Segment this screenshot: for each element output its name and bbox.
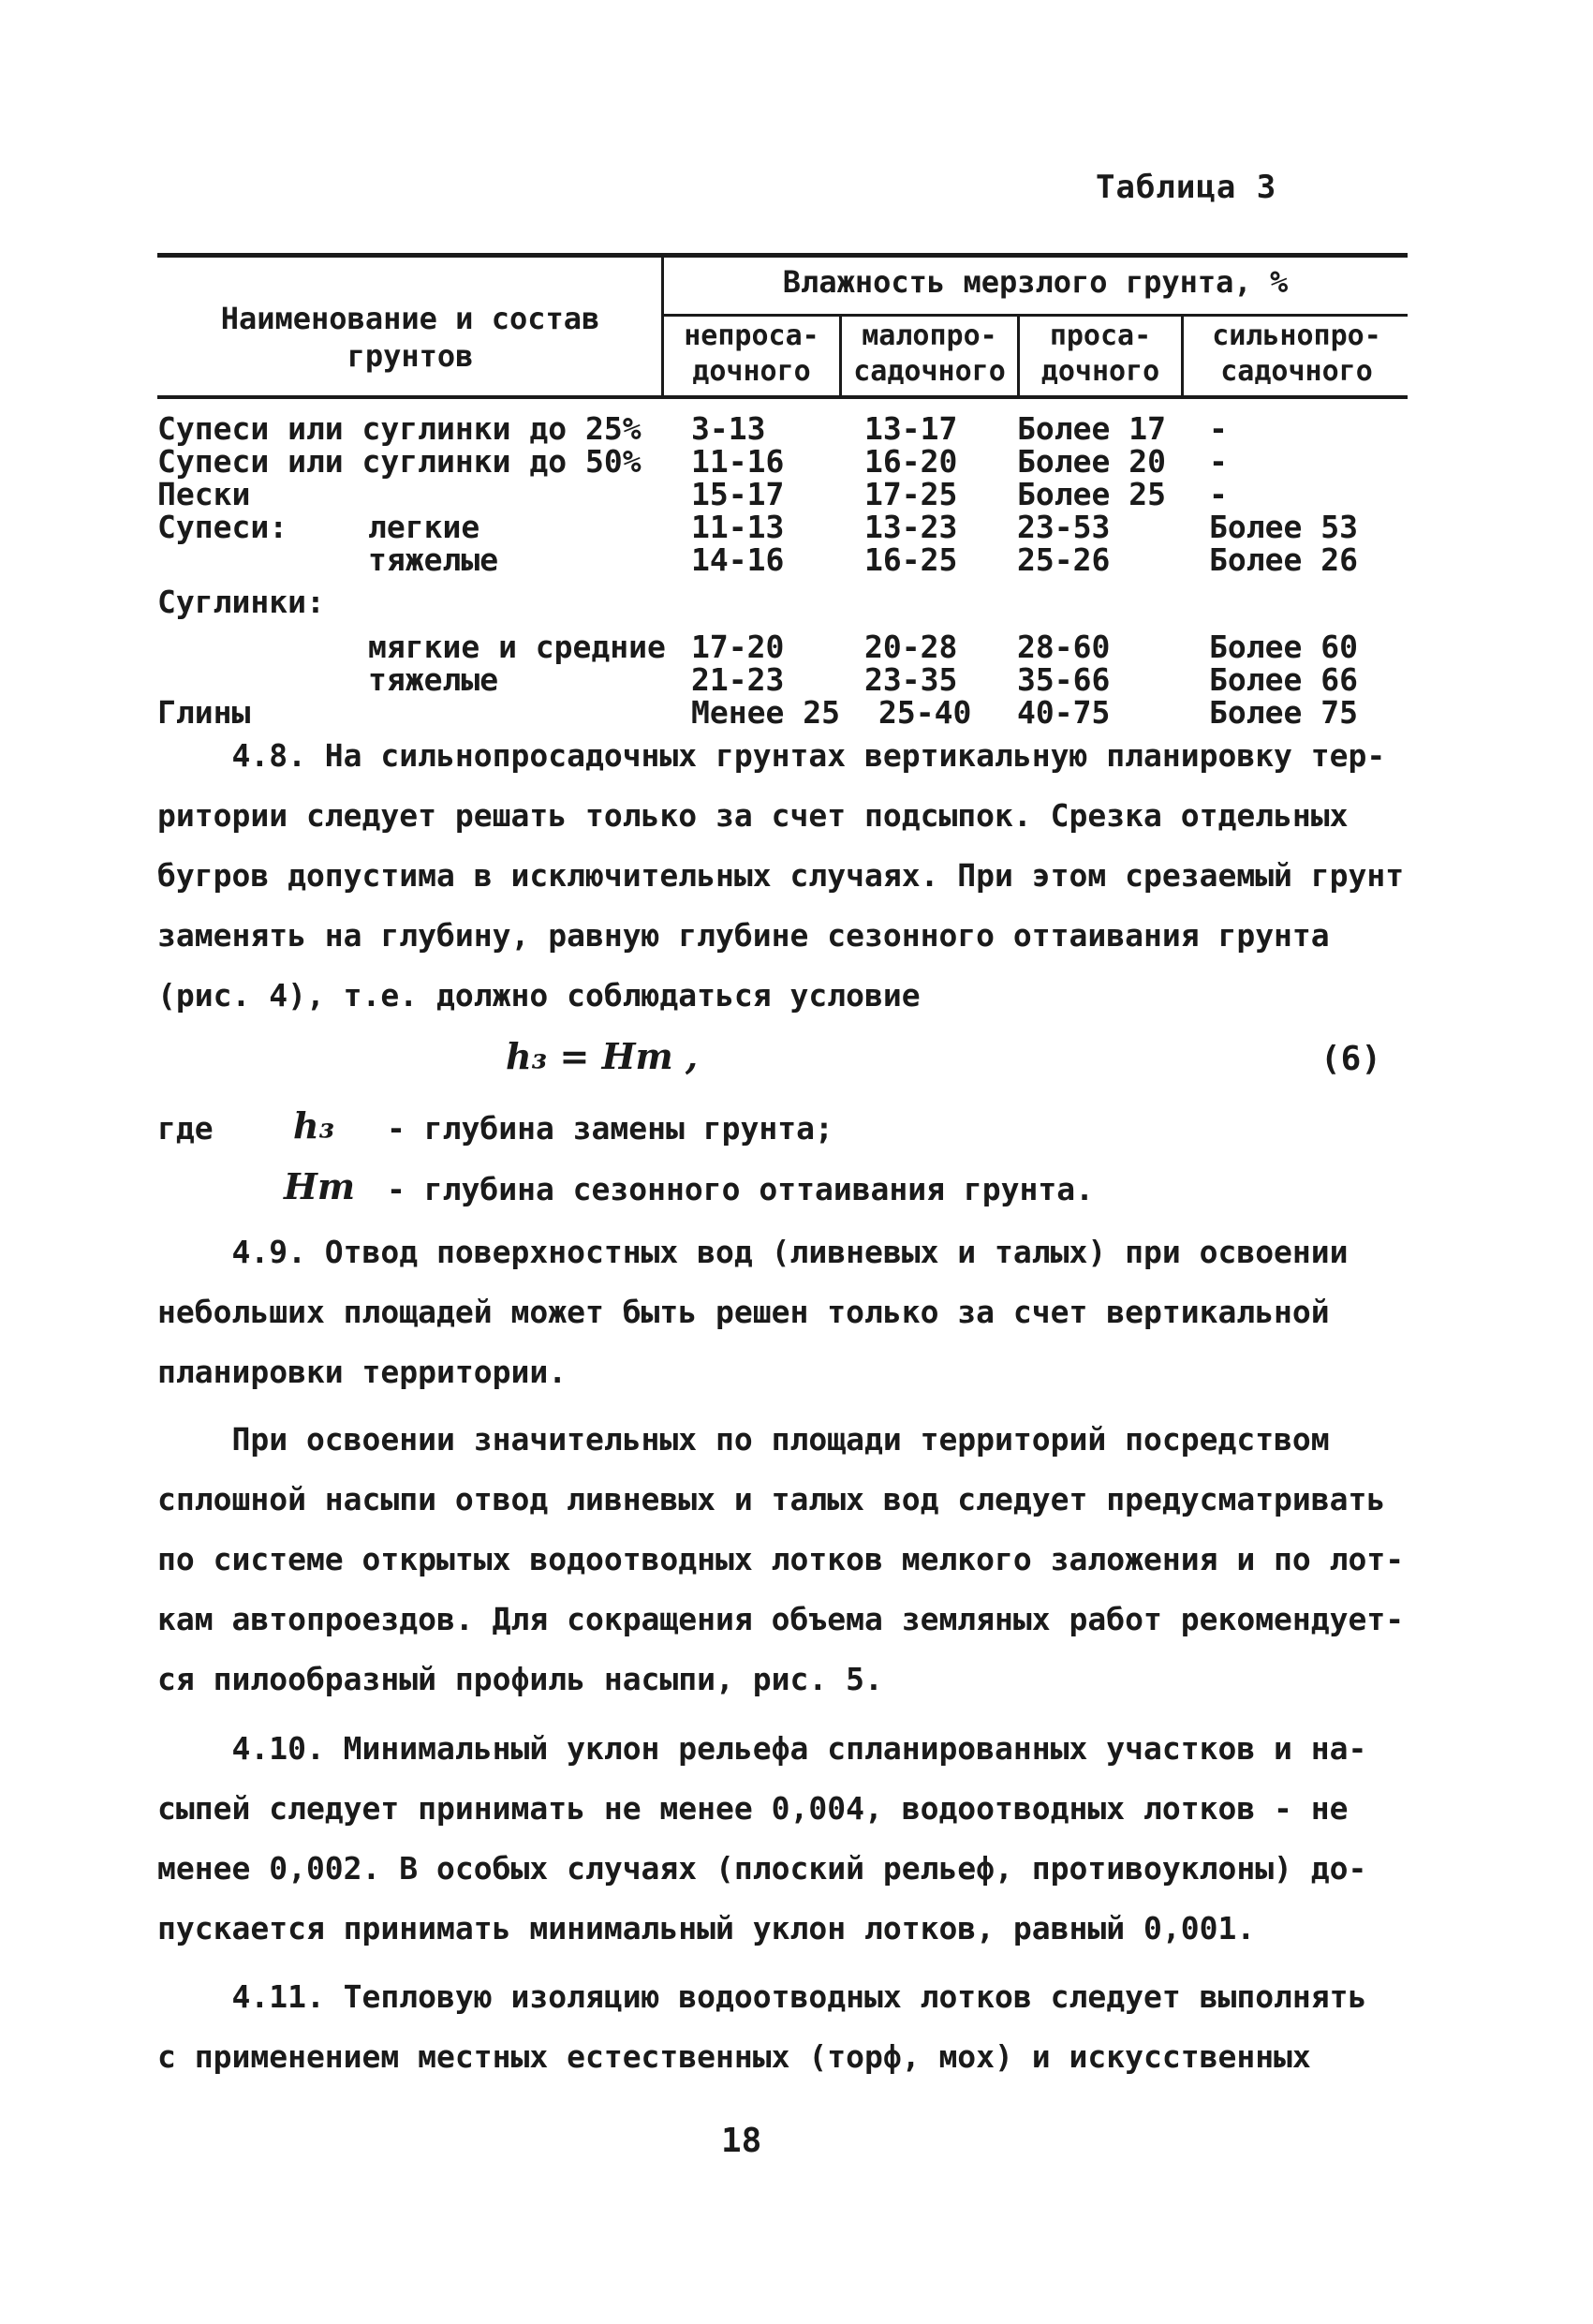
cell-value: Более 26	[1209, 541, 1358, 578]
text-line: кам автопроездов. Для сокращения объема земляных работ рекомендует-	[157, 1601, 1405, 1637]
cell-value: 11-16	[691, 443, 785, 480]
cell-value: 11-13	[691, 509, 785, 545]
text-line: При освоении значительных по площади территорий посредством	[157, 1421, 1330, 1458]
cell-value: 13-23	[864, 509, 958, 545]
paragraph-4-8	[157, 726, 1450, 1026]
paragraph-4-9-cont	[157, 1410, 1450, 1710]
text-line: менее 0,002. В особых случаях (плоский рельеф, противоуклоны) до-	[157, 1850, 1367, 1887]
cell-value: 14-16	[691, 541, 785, 578]
text-line: 4.8. На сильнопросадочных грунтах вертикальную планировку тер-	[157, 737, 1386, 774]
row-name: Супеси или суглинки до 50%	[157, 443, 642, 480]
where-line-1	[157, 1104, 833, 1147]
table-row	[157, 696, 1408, 730]
cell-value: 17-20	[691, 629, 785, 665]
subheader-col-3: проса-дочного	[1040, 319, 1160, 388]
cell-value: 28-60	[1017, 629, 1111, 665]
where-text: - глубина сезонного оттаивания грунта.	[387, 1171, 1094, 1207]
table-row	[157, 511, 1408, 544]
row-subname: легкие	[368, 509, 480, 545]
subheader-col-1: непроса-дочного	[684, 319, 819, 388]
cell-value: 23-53	[1017, 509, 1111, 545]
page-number: 18	[721, 2122, 762, 2160]
text-line: 4.9. Отвод поверхностных вод (ливневых и талых) при освоении	[157, 1234, 1349, 1270]
cell-value: 21-23	[691, 661, 785, 698]
table-row	[157, 478, 1408, 511]
text-line: 4.11. Тепловую изоляцию водоотводных лотков следует выполнять	[157, 1978, 1367, 2015]
cell-value: 3-13	[691, 410, 766, 447]
row-subname: мягкие и средние	[368, 629, 666, 665]
cell-value: Более 17	[1017, 410, 1166, 447]
cell-value: -	[1209, 410, 1228, 447]
paragraph-4-10	[157, 1719, 1450, 1959]
row-name: Супеси или суглинки до 25%	[157, 410, 642, 447]
header-soil-name: Наименование и состав грунтов	[220, 301, 600, 374]
table-row	[157, 663, 1408, 697]
cell-value: Более 25	[1017, 476, 1166, 512]
text-line: пускается принимать минимальный уклон лотков, равный 0,001.	[157, 1910, 1256, 1947]
row-name: Пески	[157, 476, 251, 512]
cell-value: 25-26	[1017, 541, 1111, 578]
text-line: заменять на глубину, равную глубине сезонного оттаивания грунта	[157, 917, 1330, 954]
formula-number: (6)	[1320, 1040, 1382, 1078]
where-word: где	[157, 1110, 214, 1147]
text-line: ритории следует решать только за счет подсыпок. Срезка отдельных	[157, 797, 1349, 834]
symbol-h3: h₃	[293, 1104, 335, 1147]
table-row	[157, 630, 1408, 664]
text-line: (рис. 4), т.е. должно соблюдаться условие	[157, 977, 921, 1014]
table-row	[157, 543, 1408, 577]
cell-value: Более 66	[1209, 661, 1358, 698]
table-caption: Таблица 3	[1096, 169, 1277, 206]
row-name: Глины	[157, 694, 251, 731]
row-subname: тяжелые	[368, 661, 499, 698]
cell-value: Более 75	[1209, 694, 1358, 731]
table-divider	[839, 314, 842, 395]
table-divider	[1181, 314, 1184, 395]
cell-value: 35-66	[1017, 661, 1111, 698]
text-line: ся пилообразный профиль насыпи, рис. 5.	[157, 1661, 883, 1697]
cell-value: 16-20	[864, 443, 958, 480]
text-line: 4.10. Минимальный уклон рельефа спланированных участков и на-	[157, 1730, 1367, 1767]
paragraph-4-9	[157, 1222, 1450, 1402]
cell-value: Более 20	[1017, 443, 1166, 480]
text-line: планировки территории.	[157, 1354, 568, 1390]
cell-value: -	[1209, 476, 1228, 512]
cell-value: 16-25	[864, 541, 958, 578]
cell-value: 20-28	[864, 629, 958, 665]
table-row	[157, 585, 1408, 619]
row-name: Суглинки:	[157, 584, 325, 620]
text-line: с применением местных естественных (торф, мох) и искусственных	[157, 2038, 1311, 2075]
table-row	[157, 412, 1408, 446]
cell-value: Более 53	[1209, 509, 1358, 545]
cell-value: 40-75	[1017, 694, 1111, 731]
table-header-bottom-rule	[157, 395, 1408, 399]
cell-value: 17-25	[864, 476, 958, 512]
symbol-ht: Hт	[284, 1165, 356, 1207]
text-line: небольших площадей может быть решен только за счет вертикальной	[157, 1294, 1330, 1330]
cell-value: 15-17	[691, 476, 785, 512]
cell-value: Менее 25	[691, 694, 840, 731]
where-text: - глубина замены грунта;	[387, 1110, 833, 1147]
subheader-col-2: малопро-садочного	[853, 319, 1006, 388]
text-line: бугров допустима в исключительных случаях. При этом срезаемый грунт	[157, 857, 1405, 894]
cell-value: 25-40	[878, 694, 972, 731]
cell-value: Более 60	[1209, 629, 1358, 665]
table-top-rule	[157, 253, 1408, 258]
paragraph-4-11	[157, 1967, 1450, 2087]
table-divider	[1017, 314, 1020, 395]
cell-value: 13-17	[864, 410, 958, 447]
text-line: сплошной насыпи отвод ливневых и талых вод следует предусматривать	[157, 1481, 1386, 1517]
cell-value: 23-35	[864, 661, 958, 698]
subheader-col-4: сильнопро-садочного	[1212, 319, 1381, 388]
header-moisture-group: Влажность мерзлого грунта, %	[782, 264, 1289, 300]
formula-6: h₃ = Hт ,	[506, 1035, 699, 1077]
table-row	[157, 445, 1408, 479]
row-subname: тяжелые	[368, 541, 499, 578]
text-line: сыпей следует принимать не менее 0,004, водоотводных лотков - не	[157, 1790, 1349, 1827]
text-line: по системе открытых водоотводных лотков мелкого заложения и по лот-	[157, 1541, 1405, 1577]
row-name: Супеси:	[157, 509, 288, 545]
cell-value: -	[1209, 443, 1228, 480]
table-group-rule	[663, 314, 1408, 317]
